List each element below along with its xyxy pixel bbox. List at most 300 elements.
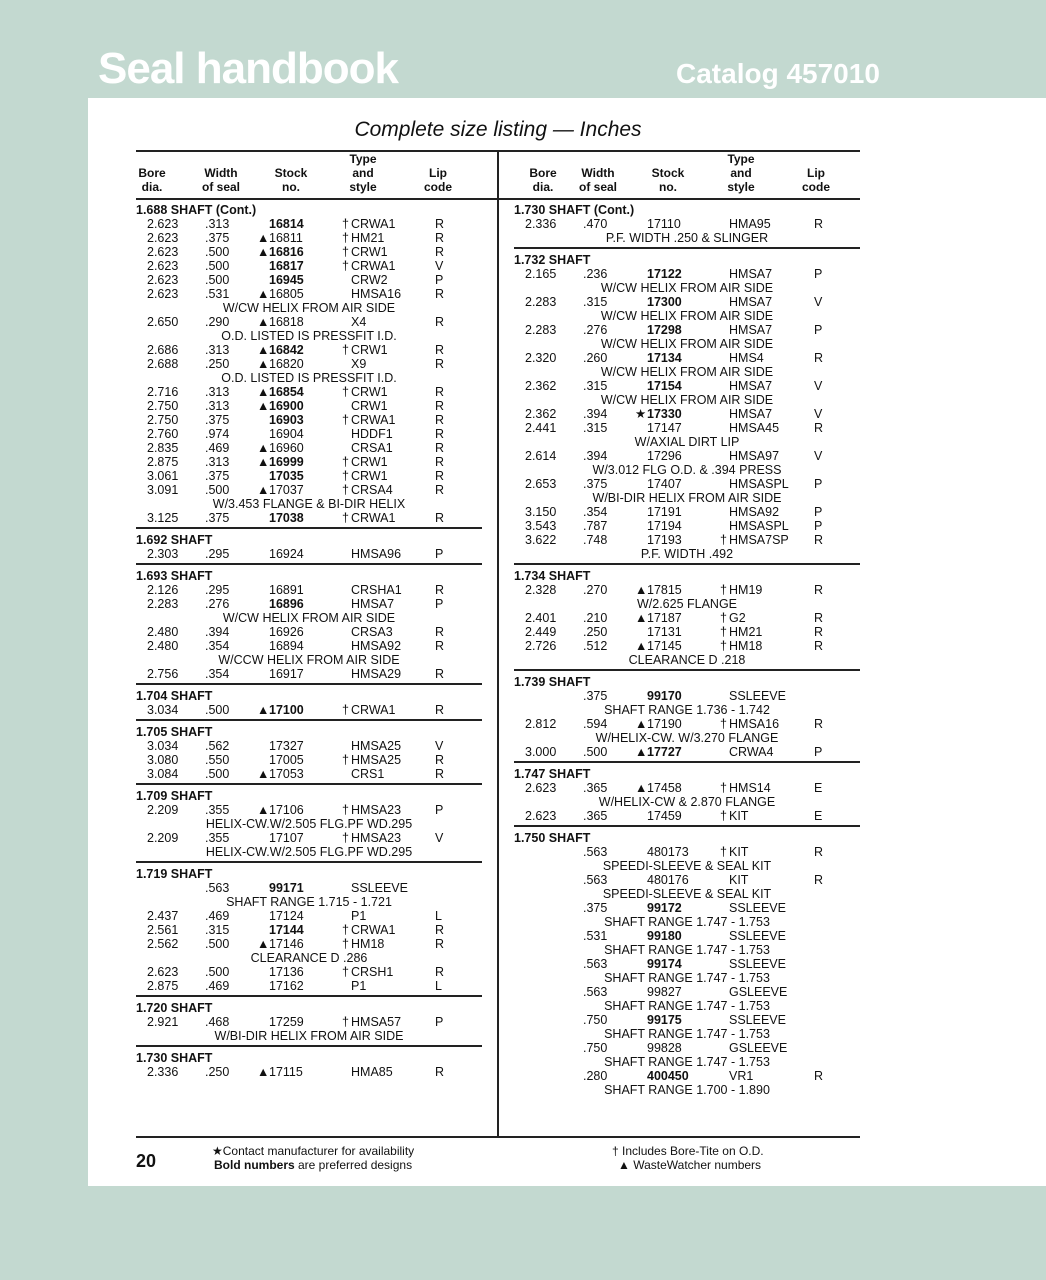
shaft-section-heading: 1.704 SHAFT — [136, 689, 213, 703]
bore-dia: 2.623 — [147, 273, 179, 287]
seal-width: .500 — [205, 767, 230, 781]
lip-code: P — [435, 547, 444, 561]
lip-code: R — [435, 767, 445, 781]
column-header-lip — [398, 166, 478, 194]
stock-number: 17037 — [269, 483, 304, 497]
stock-number: 99172 — [647, 901, 682, 915]
wastewatcher-triangle-icon: ▲ — [257, 245, 270, 259]
bore-dia: 3.034 — [147, 739, 179, 753]
lip-code: R — [814, 611, 824, 625]
catalog-number: Catalog 457010 — [676, 58, 880, 89]
column-header-line: code — [801, 180, 830, 194]
row-note: W/AXIAL DIRT LIP — [634, 435, 740, 449]
lip-code: R — [435, 287, 445, 301]
shaft-section-heading: 1.730 SHAFT (Cont.) — [514, 203, 635, 217]
row-note: HELIX-CW.W/2.505 FLG.PF WD.295 — [205, 845, 413, 859]
column-header-line: Type — [349, 152, 377, 166]
column-header-line: and — [730, 166, 752, 180]
lip-code: R — [435, 583, 445, 597]
column-header-line: Bore — [138, 166, 166, 180]
bore-dia: 2.726 — [525, 639, 557, 653]
type-style: KIT — [729, 873, 749, 887]
seal-width: .500 — [205, 273, 230, 287]
column-header-line: of seal — [201, 180, 240, 194]
seal-width: .313 — [205, 399, 230, 413]
row-note: SHAFT RANGE 1.747 - 1.753 — [604, 971, 770, 985]
stock-number: 99174 — [647, 957, 682, 971]
lip-code: R — [435, 1065, 445, 1079]
stock-number: 17146 — [269, 937, 304, 951]
seal-width: .531 — [583, 929, 608, 943]
section-rule — [136, 861, 482, 863]
boretite-dagger-icon: † — [342, 753, 349, 767]
boretite-dagger-icon: † — [342, 923, 349, 937]
lip-code: V — [435, 831, 444, 845]
bore-dia: 3.150 — [525, 505, 557, 519]
lip-code: R — [814, 1069, 824, 1083]
boretite-dagger-icon: † — [342, 413, 349, 427]
column-header-lip — [776, 166, 856, 194]
boretite-dagger-icon: † — [342, 217, 349, 231]
type-style: CRSA4 — [351, 483, 393, 497]
bore-dia: 3.061 — [147, 469, 179, 483]
seal-width: .394 — [205, 625, 230, 639]
lip-code: E — [814, 809, 823, 823]
bore-dia: 2.875 — [147, 455, 179, 469]
bore-dia: 2.812 — [525, 717, 557, 731]
wastewatcher-triangle-icon: ▲ — [257, 343, 270, 357]
bore-dia: 2.336 — [147, 1065, 179, 1079]
type-style: CRWA1 — [351, 259, 396, 273]
type-style: HMSA25 — [351, 753, 402, 767]
type-style: HMSA7 — [729, 295, 773, 309]
lip-code: R — [435, 625, 445, 639]
type-style: GSLEEVE — [729, 985, 788, 999]
type-style: CRWA1 — [351, 413, 396, 427]
lip-code: R — [435, 667, 445, 681]
stock-number: 17298 — [647, 323, 682, 337]
seal-width: .276 — [583, 323, 608, 337]
wastewatcher-triangle-icon: ▲ — [257, 315, 270, 329]
seal-width: .365 — [583, 781, 608, 795]
stock-number: 16960 — [269, 441, 304, 455]
row-note: SHAFT RANGE 1.747 - 1.753 — [604, 999, 770, 1013]
type-style: CRW1 — [351, 343, 388, 357]
lip-code: V — [814, 449, 823, 463]
column-header-line: no. — [659, 180, 677, 194]
bore-dia: 2.835 — [147, 441, 179, 455]
lip-code: P — [435, 273, 444, 287]
bore-dia: 2.623 — [147, 259, 179, 273]
seal-width: .276 — [205, 597, 230, 611]
bore-dia: 2.623 — [147, 217, 179, 231]
column-header-line: style — [349, 180, 377, 194]
wastewatcher-triangle-icon: ▲ — [257, 483, 270, 497]
bore-dia: 2.209 — [147, 831, 179, 845]
type-style: HMA95 — [729, 217, 771, 231]
wastewatcher-triangle-icon: ▲ — [635, 611, 648, 625]
stock-number: 16817 — [269, 259, 304, 273]
stock-number: 99180 — [647, 929, 682, 943]
boretite-dagger-icon: † — [342, 1015, 349, 1029]
page-number: 20 — [136, 1151, 157, 1171]
seal-width: .260 — [583, 351, 608, 365]
stock-number: 17124 — [269, 909, 304, 923]
row-note: O.D. LISTED IS PRESSFIT I.D. — [221, 329, 397, 343]
shaft-section-heading: 1.693 SHAFT — [136, 569, 213, 583]
row-note: W/CW HELIX FROM AIR SIDE — [600, 281, 774, 295]
shaft-section-heading: 1.747 SHAFT — [514, 767, 591, 781]
boretite-dagger-icon: † — [720, 533, 727, 547]
bore-dia: 2.623 — [147, 287, 179, 301]
lip-code: R — [435, 315, 445, 329]
bore-dia: 2.437 — [147, 909, 179, 923]
stock-number: 16917 — [269, 667, 304, 681]
type-style: CRWA1 — [351, 923, 396, 937]
section-rule — [136, 995, 482, 997]
boretite-dagger-icon: † — [720, 809, 727, 823]
bore-dia: 2.623 — [147, 231, 179, 245]
lip-code: R — [435, 413, 445, 427]
type-style: HMSA7 — [729, 267, 773, 281]
seal-width: .313 — [205, 217, 230, 231]
wastewatcher-triangle-icon: ▲ — [257, 767, 270, 781]
type-style: HMSA7 — [729, 379, 773, 393]
bore-dia: 2.209 — [147, 803, 179, 817]
bore-dia: 2.362 — [525, 407, 557, 421]
type-style: HM18 — [729, 639, 763, 653]
row-note: SHAFT RANGE 1.700 - 1.890 — [604, 1083, 770, 1097]
stock-number: 17005 — [269, 753, 304, 767]
type-style: CRSH1 — [351, 965, 394, 979]
seal-width: .315 — [205, 923, 230, 937]
column-header-width — [558, 166, 638, 194]
column-header-type — [701, 152, 781, 194]
type-style: SSLEEVE — [729, 689, 786, 703]
boretite-dagger-icon: † — [720, 717, 727, 731]
stock-number: 17194 — [647, 519, 682, 533]
column-divider — [497, 150, 499, 1136]
stock-number: 17145 — [647, 639, 682, 653]
seal-width: .470 — [583, 217, 608, 231]
section-rule — [514, 563, 860, 565]
row-note: W/BI-DIR HELIX FROM AIR SIDE — [592, 491, 782, 505]
seal-width: .787 — [583, 519, 608, 533]
type-style: KIT — [729, 845, 749, 859]
row-note: W/HELIX-CW. W/3.270 FLANGE — [595, 731, 779, 745]
column-header-line: Type — [727, 152, 755, 166]
column-header-line: Width — [204, 166, 238, 180]
lip-code: R — [814, 421, 824, 435]
section-rule — [136, 563, 482, 565]
row-note: CLEARANCE D .218 — [628, 653, 746, 667]
type-style: HM18 — [351, 937, 385, 951]
stock-number: 17407 — [647, 477, 682, 491]
boretite-dagger-icon: † — [342, 231, 349, 245]
type-style: HM21 — [351, 231, 385, 245]
seal-width: .500 — [205, 259, 230, 273]
type-style: HMSA7 — [351, 597, 395, 611]
type-style: HMSA57 — [351, 1015, 402, 1029]
lip-code: R — [814, 873, 824, 887]
seal-width: .375 — [205, 413, 230, 427]
type-style: HMS4 — [729, 351, 764, 365]
boretite-dagger-icon: † — [342, 703, 349, 717]
bore-dia: 2.686 — [147, 343, 179, 357]
stock-number: 16818 — [269, 315, 304, 329]
seal-width: .594 — [583, 717, 608, 731]
stock-number: 17154 — [647, 379, 682, 393]
lip-code: R — [814, 533, 824, 547]
lip-code: R — [435, 937, 445, 951]
seal-width: .295 — [205, 547, 230, 561]
bore-dia: 3.091 — [147, 483, 179, 497]
stock-number: 17191 — [647, 505, 682, 519]
footer-star-note: ★Contact manufacturer for availability — [212, 1144, 415, 1158]
stock-number: 16816 — [269, 245, 304, 259]
boretite-dagger-icon: † — [342, 511, 349, 525]
bore-dia: 2.750 — [147, 399, 179, 413]
seal-width: .375 — [205, 511, 230, 525]
type-style: HMSA92 — [351, 639, 402, 653]
seal-width: .500 — [205, 245, 230, 259]
seal-width: .563 — [583, 845, 608, 859]
bore-dia: 2.614 — [525, 449, 557, 463]
wastewatcher-triangle-icon: ▲ — [257, 287, 270, 301]
boretite-dagger-icon: † — [342, 343, 349, 357]
seal-width: .750 — [583, 1041, 608, 1055]
bore-dia: 2.561 — [147, 923, 179, 937]
bore-dia: 2.650 — [147, 315, 179, 329]
wastewatcher-triangle-icon: ▲ — [257, 399, 270, 413]
boretite-dagger-icon: † — [342, 259, 349, 273]
lip-code: R — [435, 385, 445, 399]
column-header-line: Stock — [274, 166, 308, 180]
stock-number: 16820 — [269, 357, 304, 371]
stock-number: 16896 — [269, 597, 304, 611]
type-style: HMSA7 — [729, 323, 773, 337]
seal-width: .250 — [583, 625, 608, 639]
seal-width: .750 — [583, 1013, 608, 1027]
shaft-section-heading: 1.705 SHAFT — [136, 725, 213, 739]
bore-dia: 2.283 — [147, 597, 179, 611]
bore-dia: 3.543 — [525, 519, 557, 533]
row-note: SHAFT RANGE 1.747 - 1.753 — [604, 943, 770, 957]
type-style: HMSA96 — [351, 547, 402, 561]
shaft-section-heading: 1.720 SHAFT — [136, 1001, 213, 1015]
lip-code: R — [435, 469, 445, 483]
stock-number: 99170 — [647, 689, 682, 703]
seal-width: .315 — [583, 379, 608, 393]
shaft-section-heading: 1.692 SHAFT — [136, 533, 213, 547]
type-style: CRSA1 — [351, 441, 393, 455]
bore-dia: 2.303 — [147, 547, 179, 561]
wastewatcher-triangle-icon: ▲ — [257, 231, 270, 245]
lip-code: R — [435, 511, 445, 525]
stock-number: 16999 — [269, 455, 304, 469]
stock-number: 17110 — [647, 217, 681, 231]
seal-width: .550 — [205, 753, 230, 767]
lip-code: L — [435, 979, 442, 993]
seal-width: .355 — [205, 803, 230, 817]
seal-width: .375 — [583, 901, 608, 915]
stock-number: 17131 — [647, 625, 682, 639]
bore-dia: 2.875 — [147, 979, 179, 993]
section-rule — [136, 719, 482, 721]
bore-dia: 2.480 — [147, 639, 179, 653]
stock-number: 17193 — [647, 533, 682, 547]
column-header-line: code — [423, 180, 452, 194]
column-header-line: and — [352, 166, 374, 180]
stock-number: 17727 — [647, 745, 682, 759]
boretite-dagger-icon: † — [342, 455, 349, 469]
row-note: W/BI-DIR HELIX FROM AIR SIDE — [214, 1029, 404, 1043]
stock-number: 17106 — [269, 803, 304, 817]
type-style: HMSA92 — [729, 505, 780, 519]
footer-triangle-note: ▲ WasteWatcher numbers — [618, 1158, 762, 1172]
type-style: HMSA97 — [729, 449, 780, 463]
seal-width: .468 — [205, 1015, 230, 1029]
wastewatcher-triangle-icon: ▲ — [257, 455, 270, 469]
lip-code: R — [814, 583, 824, 597]
shaft-section-heading: 1.732 SHAFT — [514, 253, 591, 267]
lip-code: R — [435, 427, 445, 441]
bore-dia: 2.165 — [525, 267, 557, 281]
stock-number: 17134 — [647, 351, 682, 365]
seal-width: .375 — [205, 231, 230, 245]
seal-width: .250 — [205, 357, 230, 371]
stock-number: 99828 — [647, 1041, 682, 1055]
lip-code: R — [814, 625, 824, 639]
seal-width: .236 — [583, 267, 608, 281]
stock-number: 400450 — [647, 1069, 689, 1083]
seal-width: .295 — [205, 583, 230, 597]
section-rule — [136, 783, 482, 785]
shaft-section-heading: 1.734 SHAFT — [514, 569, 591, 583]
bore-dia: 2.760 — [147, 427, 179, 441]
footer-dagger-note: † Includes Bore-Tite on O.D. — [612, 1144, 764, 1158]
stock-number: 480173 — [647, 845, 689, 859]
type-style: G2 — [729, 611, 746, 625]
seal-width: .375 — [205, 469, 230, 483]
type-style: CRW1 — [351, 469, 388, 483]
type-style: SSLEEVE — [729, 929, 786, 943]
seal-width: .563 — [583, 957, 608, 971]
stock-number: 99827 — [647, 985, 682, 999]
lip-code: R — [435, 399, 445, 413]
stock-number: 17300 — [647, 295, 682, 309]
type-style: CRWA1 — [351, 703, 396, 717]
footer-bold-note: Bold numbers are preferred designs — [214, 1158, 413, 1172]
lip-code: R — [814, 217, 824, 231]
stock-number: 480176 — [647, 873, 689, 887]
type-style: CRW1 — [351, 385, 388, 399]
lip-code: L — [435, 909, 442, 923]
type-style: SSLEEVE — [351, 881, 408, 895]
stock-number: 16894 — [269, 639, 304, 653]
column-header-line: Bore — [529, 166, 557, 180]
bore-dia: 2.336 — [525, 217, 557, 231]
bore-dia: 3.080 — [147, 753, 179, 767]
row-note: SHAFT RANGE 1.736 - 1.742 — [604, 703, 770, 717]
stock-number: 16842 — [269, 343, 304, 357]
bore-dia: 2.362 — [525, 379, 557, 393]
stock-number: 16926 — [269, 625, 304, 639]
stock-number: 16814 — [269, 217, 304, 231]
seal-width: .354 — [583, 505, 608, 519]
column-header-line: dia. — [532, 180, 554, 194]
lip-code: P — [435, 597, 444, 611]
type-style: SSLEEVE — [729, 957, 786, 971]
row-note: P.F. WIDTH .492 — [640, 547, 734, 561]
boretite-dagger-icon: † — [720, 781, 727, 795]
wastewatcher-triangle-icon: ▲ — [257, 937, 270, 951]
bore-dia: 3.622 — [525, 533, 557, 547]
seal-width: .375 — [583, 689, 608, 703]
bore-dia: 2.921 — [147, 1015, 179, 1029]
stock-number: 17458 — [647, 781, 682, 795]
stock-number: 17162 — [269, 979, 304, 993]
stock-number: 16903 — [269, 413, 304, 427]
section-rule — [514, 247, 860, 249]
wastewatcher-triangle-icon: ▲ — [257, 357, 270, 371]
type-style: HMS14 — [729, 781, 771, 795]
wastewatcher-triangle-icon: ▲ — [635, 781, 648, 795]
shaft-section-heading: 1.739 SHAFT — [514, 675, 591, 689]
row-note: W/CW HELIX FROM AIR SIDE — [222, 611, 396, 625]
column-header-bore — [112, 166, 192, 194]
column-header-type — [323, 152, 403, 194]
row-note: W/3.453 FLANGE & BI-DIR HELIX — [212, 497, 406, 511]
seal-width: .210 — [583, 611, 608, 625]
lip-code: P — [814, 745, 823, 759]
column-header-line: Stock — [651, 166, 685, 180]
lip-code: R — [814, 717, 824, 731]
type-style: HM19 — [729, 583, 763, 597]
bore-dia: 2.328 — [525, 583, 557, 597]
row-note: SPEEDI-SLEEVE & SEAL KIT — [602, 859, 772, 873]
stock-number: 17100 — [269, 703, 304, 717]
stock-number: 17053 — [269, 767, 304, 781]
column-header-line: Lip — [429, 166, 447, 180]
stock-number: 16924 — [269, 547, 304, 561]
seal-width: .469 — [205, 979, 230, 993]
stock-number: 17330 — [647, 407, 682, 421]
boretite-dagger-icon: † — [720, 639, 727, 653]
boretite-dagger-icon: † — [720, 845, 727, 859]
footer-rule — [136, 1136, 860, 1138]
type-style: CRS1 — [351, 767, 385, 781]
type-style: HMA85 — [351, 1065, 393, 1079]
bore-dia: 3.034 — [147, 703, 179, 717]
row-note: SPEEDI-SLEEVE & SEAL KIT — [602, 887, 772, 901]
stock-number: 16891 — [269, 583, 304, 597]
section-rule — [136, 527, 482, 529]
lip-code: R — [435, 483, 445, 497]
type-style: CRW1 — [351, 455, 388, 469]
lip-code: R — [435, 231, 445, 245]
column-header-line: no. — [282, 180, 300, 194]
row-note: W/CW HELIX FROM AIR SIDE — [222, 301, 396, 315]
seal-width: .355 — [205, 831, 230, 845]
column-header-line: dia. — [141, 180, 163, 194]
bore-dia: 2.653 — [525, 477, 557, 491]
type-style: HMSA29 — [351, 667, 402, 681]
wastewatcher-triangle-icon: ▲ — [257, 385, 270, 399]
type-style: GSLEEVE — [729, 1041, 788, 1055]
lip-code: P — [814, 519, 823, 533]
row-note: SHAFT RANGE 1.747 - 1.753 — [604, 915, 770, 929]
